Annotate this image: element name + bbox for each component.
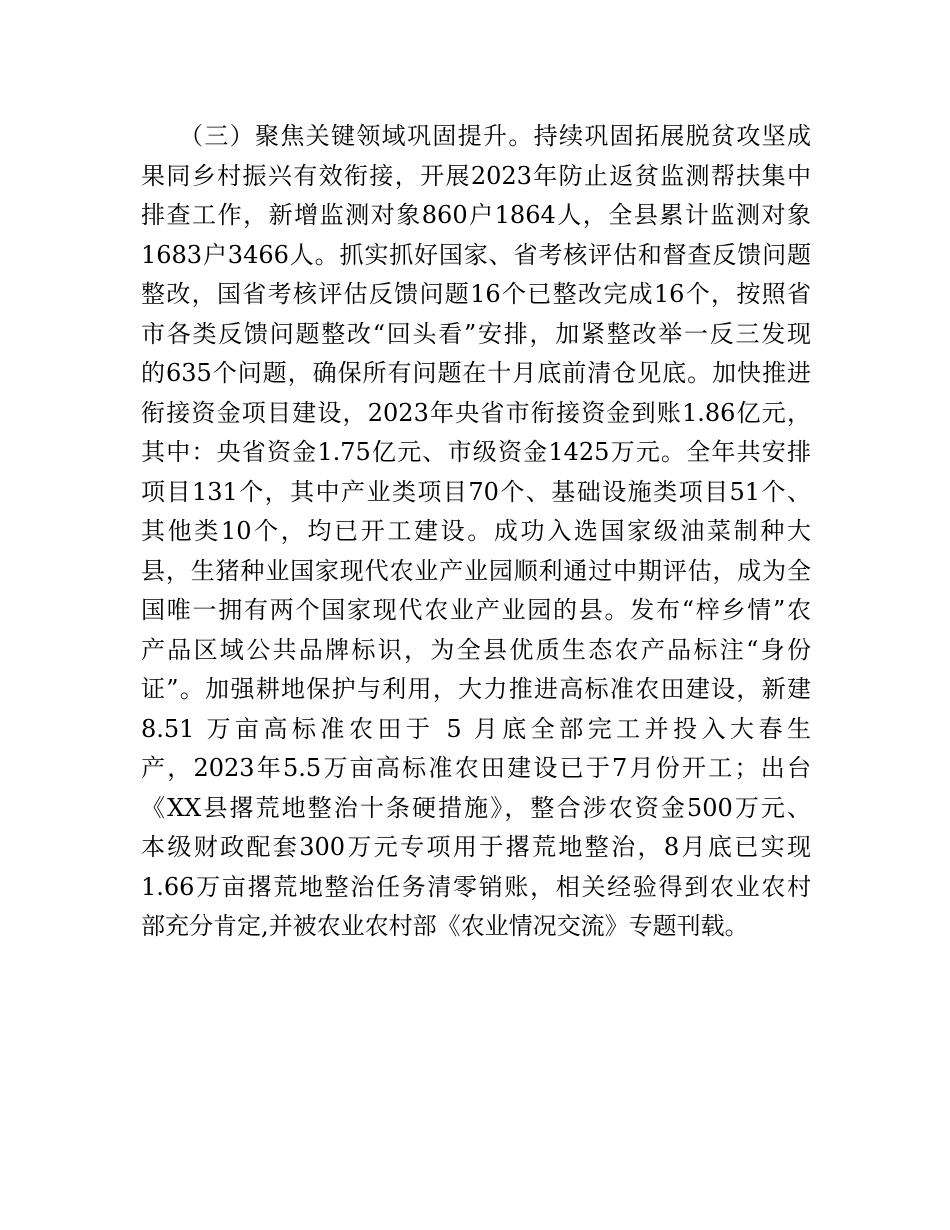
- paragraph-line: 1683户3466人。抓实抓好国家、省考核评估和督查反馈问题: [141, 240, 811, 269]
- paragraph-line: 市各类反馈问题整改“回头看”安排，加紧整改举一反三发现: [141, 319, 811, 348]
- paragraph-line: 国唯一拥有两个国家现代农业产业园的县。发布“梓乡情”农: [141, 596, 811, 624]
- paragraph-line: 证”。加强耕地保护与利用，大力推进高标准农田建设，新建: [141, 675, 811, 703]
- body-paragraph: [141, 117, 811, 947]
- paragraph-line: 8.51 万亩高标准农田于 5 月底全部完工并投入大春生: [141, 714, 811, 743]
- paragraph-line: 果同乡村振兴有效衔接，开展2023年防止返贫监测帮扶集中: [141, 161, 811, 190]
- paragraph-line: 项目131个，其中产业类项目70个、基础设施类项目51个、: [141, 477, 811, 506]
- paragraph-line: 本级财政配套300万元专项用于撂荒地整治，8月底已实现: [141, 833, 811, 861]
- paragraph-line: 产，2023年5.5万亩高标准农田建设已于7月份开工；出台: [141, 754, 811, 782]
- paragraph-line: 其中：央省资金1.75亿元、市级资金1425万元。全年共安排: [141, 438, 811, 466]
- paragraph-line: 1.66万亩撂荒地整治任务清零销账，相关经验得到农业农村: [141, 872, 811, 901]
- paragraph-line: 排查工作，新增监测对象860户1864人，全县累计监测对象: [141, 201, 811, 229]
- paragraph-line: 《XX县撂荒地整治十条硬措施》，整合涉农资金500万元、: [141, 793, 811, 822]
- paragraph-line: 其他类10个，均已开工建设。成功入选国家级油菜制种大: [141, 517, 811, 545]
- paragraph-line: 部充分肯定,并被农业农村部《农业情况交流》专题刊载。: [141, 912, 749, 940]
- paragraph-line: 县，生猪种业国家现代农业产业园顺利通过中期评估，成为全: [141, 556, 811, 585]
- paragraph-line: 整改，国省考核评估反馈问题16个已整改完成16个，按照省: [141, 280, 811, 308]
- paragraph-line: 产品区域公共品牌标识，为全县优质生态农产品标注“身份: [141, 635, 811, 664]
- paragraph-line: 衔接资金项目建设，2023年央省市衔接资金到账1.86亿元，: [141, 398, 811, 427]
- paragraph-line: 的635个问题，确保所有问题在十月底前清仓见底。加快推进: [141, 359, 811, 387]
- paragraph-line: （三）聚焦关键领域巩固提升。持续巩固拓展脱贫攻坚成: [179, 122, 811, 150]
